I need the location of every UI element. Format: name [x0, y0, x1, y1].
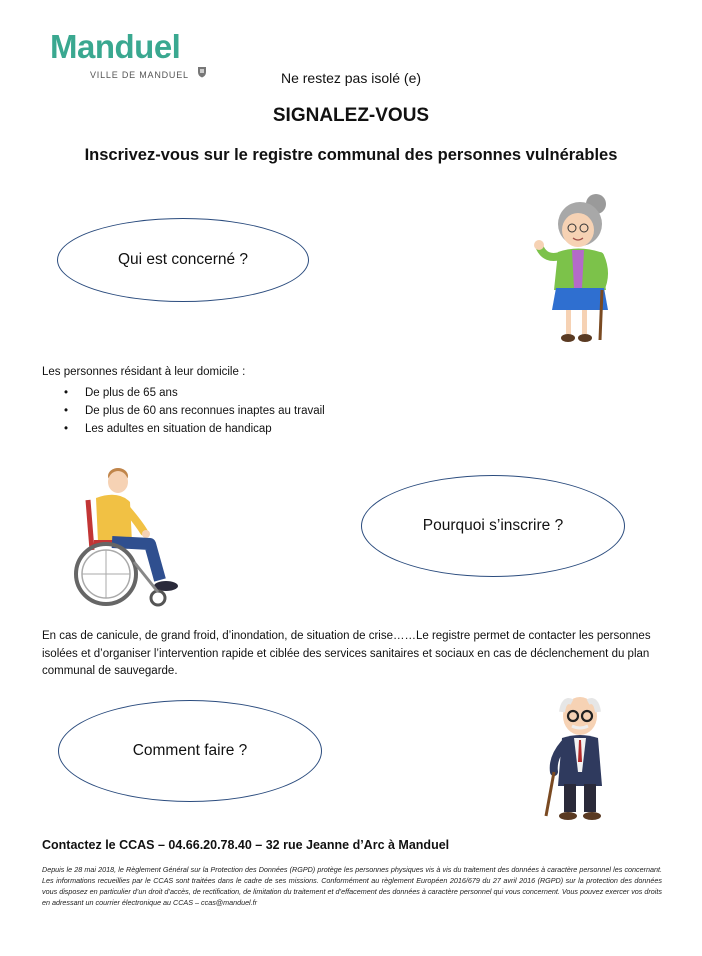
bubble-who-label: Qui est concerné ?: [117, 251, 249, 268]
page-subtitle: Inscrivez-vous sur le registre communal des personnes vulnérables: [84, 146, 618, 164]
wheelchair-man-illustration: [72, 462, 190, 608]
concerned-list: [42, 384, 325, 438]
list-item: • De plus de 60 ans reconnues inaptes au travail: [42, 402, 325, 420]
logo-subtitle: VILLE DE MANDUEL: [90, 70, 189, 80]
elderly-woman-illustration: [528, 190, 618, 345]
list-item: • De plus de 65 ans: [42, 384, 325, 402]
intro-text: Les personnes résidant à leur domicile :: [42, 366, 246, 378]
page-title: SIGNALEZ-VOUS: [272, 105, 430, 126]
list-item: • Les adultes en situation de handicap: [42, 420, 325, 438]
contact-line: Contactez le CCAS – 04.66.20.78.40 – 32 rue Jeanne d’Arc à Manduel: [42, 838, 450, 852]
bubble-why-label: Pourquoi s’inscrire ?: [422, 517, 564, 534]
legal-notice: Depuis le 28 mai 2018, le Règlement Général sur la Protection des Données (RGPD) protège les personnes physiques vis à vis du traitement des données à caractère personnel les concernant. Les informations recueillies par le CCAS sont traitées dans le cadre de ses missions. Conformément au règlement Européen 2016/679 du 27 avril 2016 (RGPD) sur la protection des données vous disposez en particulier d’un droit d’accès, de rectification, de limitation du traitement et d’effacement des données à caractère personnel qui vous concernent. Vous pouvez exercer vos droits en adressant un courrier électronique au CCAS – ccas@manduel.fr: [42, 865, 662, 907]
bubble-how: [58, 700, 322, 802]
why-paragraph: En cas de canicule, de grand froid, d’inondation, de situation de crise……Le registre permet de contacter les personnes isolées et d’organiser l’intervention rapide et ciblée des services sanitaires et sociaux en cas de déclenchement du plan communal de sauvegarde.: [42, 630, 651, 677]
bubble-why: [361, 475, 625, 577]
elderly-man-illustration: [540, 692, 620, 822]
logo-wordmark: Manduel: [50, 28, 181, 65]
tagline: Ne restez pas isolé (e): [280, 70, 422, 86]
bubble-how-label: Comment faire ?: [132, 742, 248, 759]
bubble-who: [57, 218, 309, 302]
